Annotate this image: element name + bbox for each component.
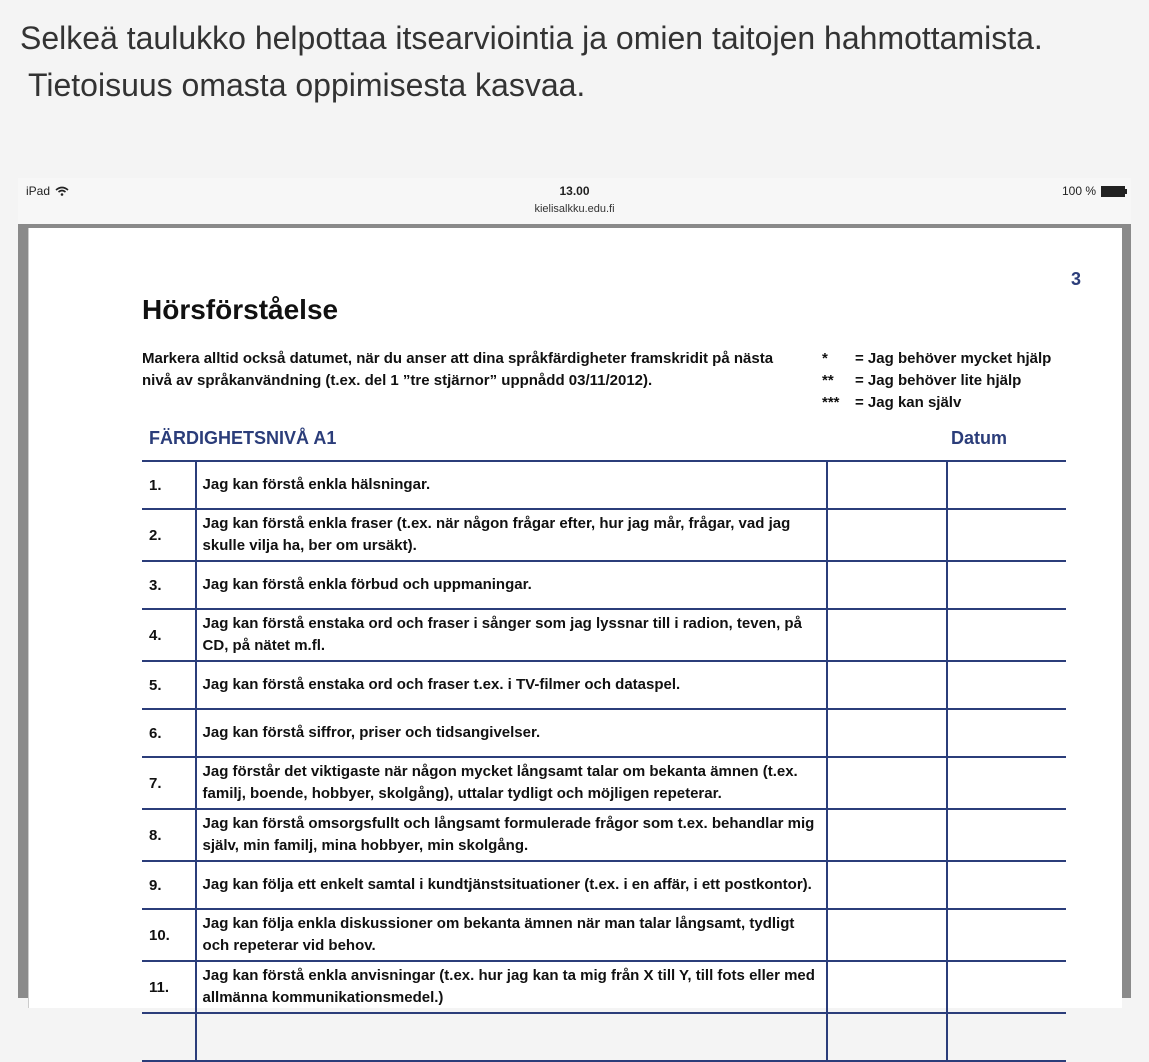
url-label[interactable]: kielisalkku.edu.fi: [534, 203, 615, 215]
date-cell[interactable]: [827, 709, 947, 757]
document-title: Hörsförståelse: [142, 294, 339, 325]
date-cell[interactable]: [827, 757, 947, 809]
date-cell[interactable]: [947, 809, 1066, 861]
date-cell[interactable]: [947, 961, 1066, 1013]
table-row: [142, 1013, 1066, 1061]
table-row: [142, 757, 1066, 809]
date-cell[interactable]: [827, 461, 947, 509]
caption-line-1: Selkeä taulukko helpottaa itsearviointia ja omien taitojen hahmottamista.: [20, 20, 1043, 56]
legend-item: * = Jag behöver mycket hjälp: [822, 350, 1052, 367]
table-row: [142, 961, 1066, 1013]
table-row: [142, 461, 1066, 509]
document-viewer[interactable]: [18, 224, 1131, 1006]
row-number: 7.: [142, 757, 196, 809]
table-row: [142, 809, 1066, 861]
row-number: 6.: [142, 709, 196, 757]
row-number: 3.: [142, 561, 196, 609]
row-number: 11.: [142, 961, 196, 1013]
date-cell[interactable]: [947, 1013, 1066, 1061]
row-statement: [196, 1013, 828, 1061]
date-cell[interactable]: [827, 561, 947, 609]
date-cell[interactable]: [947, 561, 1066, 609]
intro-text: Markera alltid också datumet, när du anser att dina språkfärdigheter framskridit på nästa nivå av språkanvändning (t.ex. del 1 ”tre stjärnor” uppnådd 03/11/2012).: [142, 350, 774, 389]
row-number: 5.: [142, 661, 196, 709]
date-cell[interactable]: [827, 509, 947, 561]
row-statement: Jag kan förstå enstaka ord och fraser t.ex. i TV-filmer och dataspel.: [196, 661, 828, 709]
row-statement: Jag kan följa ett enkelt samtal i kundtjänstsituationer (t.ex. i en affär, i ett postkontor).: [196, 861, 828, 909]
date-cell[interactable]: [827, 809, 947, 861]
date-cell[interactable]: [947, 709, 1066, 757]
row-statement: Jag kan förstå enstaka ord och fraser i sånger som jag lyssnar till i radion, teven, på CD, på nätet m.fl.: [196, 609, 828, 661]
date-heading: Datum: [951, 428, 1008, 448]
date-cell[interactable]: [947, 661, 1066, 709]
battery-icon: [1101, 186, 1125, 197]
row-statement: Jag kan följa enkla diskussioner om bekanta ämnen när man talar långsamt, tydligt och repeterar vid behov.: [196, 909, 828, 961]
legend: [822, 348, 1051, 414]
table-row: [142, 661, 1066, 709]
device-label: iPad: [26, 184, 51, 198]
row-number: [142, 1013, 196, 1061]
status-bar: [18, 178, 1131, 224]
table-row: [142, 561, 1066, 609]
table-row: [142, 709, 1066, 757]
row-number: 2.: [142, 509, 196, 561]
row-statement: Jag kan förstå enkla anvisningar (t.ex. hur jag kan ta mig från X till Y, till fots eller med allmänna kommunikationsmedel.): [196, 961, 828, 1013]
caption-line-2: Tietoisuus omasta oppimisesta kasvaa.: [28, 67, 586, 103]
document-page: [28, 228, 1122, 1008]
row-number: 4.: [142, 609, 196, 661]
row-statement: Jag förstår det viktigaste när någon mycket långsamt talar om bekanta ämnen (t.ex. familj, boende, hobbyer, skolgång), uttalar tydligt och möjligen repeterar.: [196, 757, 828, 809]
date-cell[interactable]: [827, 909, 947, 961]
date-cell[interactable]: [827, 961, 947, 1013]
date-cell[interactable]: [947, 509, 1066, 561]
date-cell[interactable]: [827, 1013, 947, 1061]
status-right: [1062, 184, 1125, 198]
legend-item: *** = Jag kan själv: [822, 394, 962, 411]
page-number: 3: [1071, 269, 1082, 289]
table-row: [142, 509, 1066, 561]
clock: 13.00: [559, 184, 590, 198]
date-cell[interactable]: [827, 861, 947, 909]
level-heading: FÄRDIGHETSNIVÅ A1: [149, 428, 337, 448]
legend-item: ** = Jag behöver lite hjälp: [822, 372, 1022, 389]
table-row: [142, 609, 1066, 661]
skills-table: [142, 460, 1066, 1062]
date-cell[interactable]: [827, 609, 947, 661]
row-statement: Jag kan förstå enkla hälsningar.: [196, 461, 828, 509]
row-statement: Jag kan förstå siffror, priser och tidsangivelser.: [196, 709, 828, 757]
row-number: 8.: [142, 809, 196, 861]
date-cell[interactable]: [947, 757, 1066, 809]
table-row: [142, 861, 1066, 909]
row-statement: Jag kan förstå omsorgsfullt och långsamt formulerade frågor som t.ex. behandlar mig själv, min familj, mina hobbyer, min skolgång.: [196, 809, 828, 861]
date-cell[interactable]: [827, 661, 947, 709]
ipad-screenshot: [18, 178, 1131, 1006]
date-cell[interactable]: [947, 861, 1066, 909]
battery-percent: 100 %: [1061, 184, 1096, 198]
table-row: [142, 909, 1066, 961]
row-number: 10.: [142, 909, 196, 961]
row-statement: Jag kan förstå enkla förbud och uppmaningar.: [196, 561, 828, 609]
date-cell[interactable]: [947, 909, 1066, 961]
date-cell[interactable]: [947, 461, 1066, 509]
row-number: 9.: [142, 861, 196, 909]
date-cell[interactable]: [947, 609, 1066, 661]
row-statement: Jag kan förstå enkla fraser (t.ex. när någon frågar efter, hur jag mår, frågar, vad jag skulle vilja ha, ber om ursäkt).: [196, 509, 828, 561]
row-number: 1.: [142, 461, 196, 509]
